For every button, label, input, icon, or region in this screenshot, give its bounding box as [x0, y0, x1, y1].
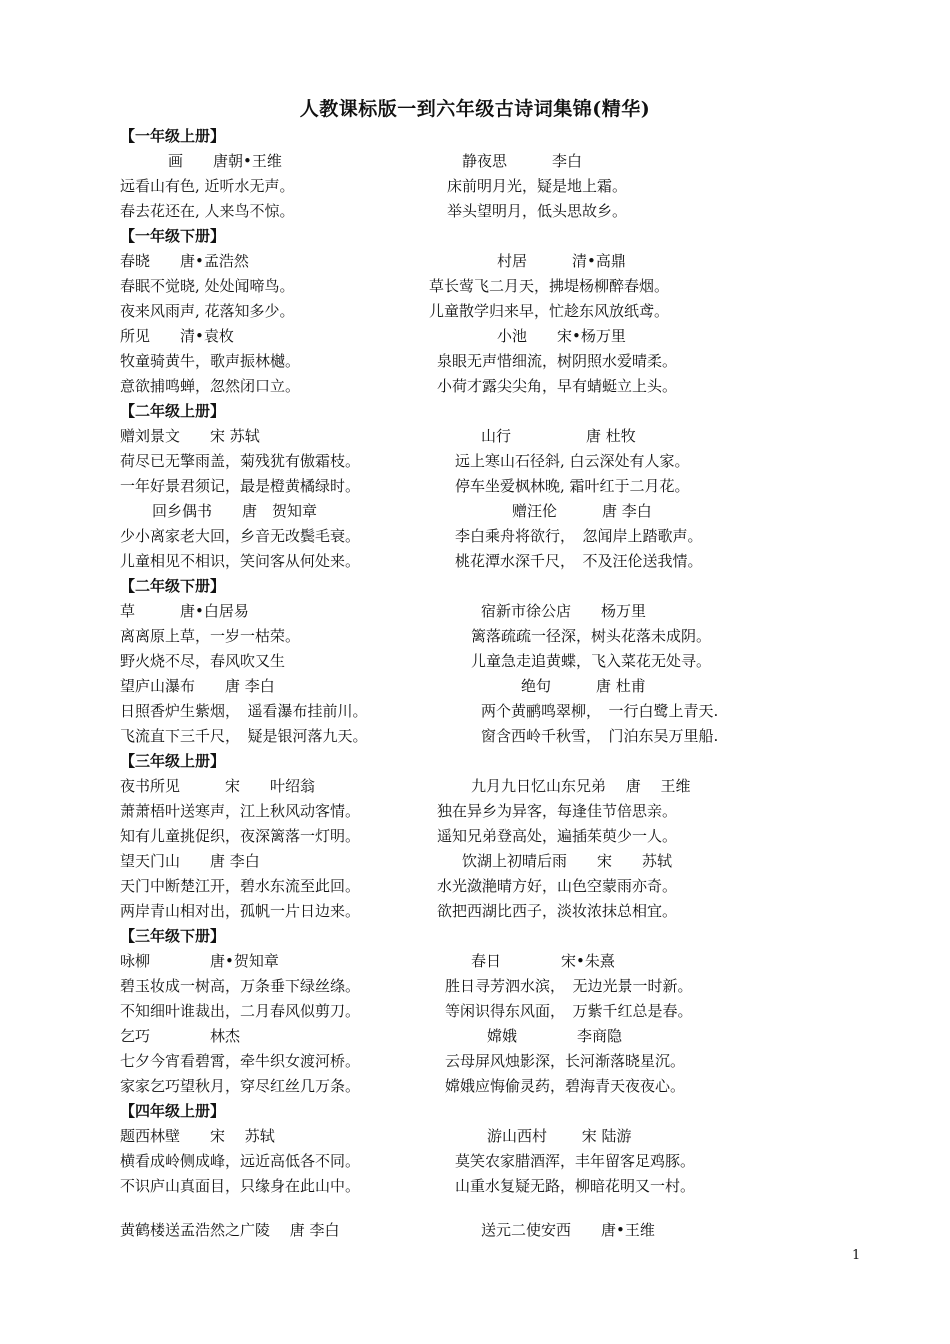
poem-line: 春去花还在, 人来鸟不惊。 — [120, 202, 295, 220]
poem-line: 李白乘舟将欲行， 忽闻岸上踏歌声。 — [455, 527, 703, 545]
poem-line: 欲把西湖比西子，淡妆浓抹总相宜。 — [437, 902, 678, 920]
poem-line: 飞流直下三千尺， 疑是银河落九天。 — [120, 727, 368, 745]
poem-line: 九月九日忆山东兄弟 唐 王维 — [471, 777, 691, 795]
poem-line: 泉眼无声惜细流，树阴照水爱晴柔。 — [437, 352, 678, 370]
poem-line: 饮湖上初晴后雨 宋 苏轼 — [462, 852, 673, 870]
poem-line: 宿新市徐公店 杨万里 — [481, 602, 647, 620]
poem-line: 桃花潭水深千尺， 不及汪伦送我情。 — [455, 552, 703, 570]
grade-heading: 【一年级上册】 — [120, 127, 226, 145]
poem-line: 画 唐朝•王维 — [168, 152, 282, 170]
poem-line: 嫦娥 李商隐 — [487, 1027, 623, 1045]
poem-line: 离离原上草，一岁一枯荣。 — [120, 627, 301, 645]
poem-line: 草 唐•白居易 — [120, 602, 249, 620]
poem-line: 望天门山 唐 李白 — [120, 852, 260, 870]
poem-line: 不识庐山真面目，只缘身在此山中。 — [120, 1177, 361, 1195]
grade-heading: 【一年级下册】 — [120, 227, 226, 245]
poem-line: 牧童骑黄牛，歌声振林樾。 — [120, 352, 301, 370]
poem-line: 乞巧 林杰 — [120, 1027, 241, 1045]
poem-line: 床前明月光，疑是地上霜。 — [447, 177, 628, 195]
poem-line: 绝句 唐 杜甫 — [521, 677, 646, 695]
poem-line: 春眠不觉晓, 处处闻啼鸟。 — [120, 277, 295, 295]
poem-line: 儿童散学归来早，忙趁东风放纸鸢。 — [429, 302, 670, 320]
grade-heading: 【三年级上册】 — [120, 752, 226, 770]
poem-line: 回乡偶书 唐 贺知章 — [152, 502, 318, 520]
poem-line: 一年好景君须记，最是橙黄橘绿时。 — [120, 477, 361, 495]
poem-line: 家家乞巧望秋月，穿尽红丝几万条。 — [120, 1077, 361, 1095]
poem-line: 萧萧梧叶送寒声，江上秋风动客情。 — [120, 802, 361, 820]
poem-line: 春晓 唐•孟浩然 — [120, 252, 249, 270]
poem-line: 等闲识得东风面， 万紫千红总是春。 — [445, 1002, 693, 1020]
poem-line: 胜日寻芳泗水滨， 无边光景一时新。 — [445, 977, 693, 995]
poem-line: 莫笑农家腊酒浑，丰年留客足鸡豚。 — [455, 1152, 696, 1170]
poem-line: 赠刘景文 宋 苏轼 — [120, 427, 260, 445]
poem-line: 窗含西岭千秋雪， 门泊东吴万里船. — [481, 727, 719, 745]
poem-line: 夜书所见 宋 叶绍翁 — [120, 777, 316, 795]
poem-line: 野火烧不尽，春风吹又生 — [120, 652, 286, 670]
poem-line: 意欲捕鸣蝉，忽然闭口立。 — [120, 377, 301, 395]
poem-line: 七夕今宵看碧霄，牵牛织女渡河桥。 — [120, 1052, 361, 1070]
grade-heading: 【二年级下册】 — [120, 577, 226, 595]
poem-line: 两个黄鹂鸣翠柳， 一行白鹭上青天. — [481, 702, 719, 720]
poem-line: 水光潋滟晴方好，山色空蒙雨亦奇。 — [437, 877, 678, 895]
poem-line: 横看成岭侧成峰，远近高低各不同。 — [120, 1152, 361, 1170]
poem-line: 嫦娥应悔偷灵药，碧海青天夜夜心。 — [445, 1077, 686, 1095]
poem-line: 望庐山瀑布 唐 李白 — [120, 677, 275, 695]
poem-line: 举头望明月，低头思故乡。 — [447, 202, 628, 220]
poem-line: 题西林壁 宋 苏轼 — [120, 1127, 275, 1145]
poem-line: 游山西村 宋 陆游 — [487, 1127, 632, 1145]
page-title: 人教课标版一到六年级古诗词集锦(精华) — [299, 98, 651, 120]
poem-line: 草长莺飞二月天，拂堤杨柳醉春烟。 — [429, 277, 670, 295]
poem-line: 静夜思 李白 — [462, 152, 583, 170]
poem-line: 篱落疏疏一径深，树头花落未成阴。 — [471, 627, 712, 645]
poem-line: 知有儿童挑促织，夜深篱落一灯明。 — [120, 827, 361, 845]
grade-heading: 【三年级下册】 — [120, 927, 226, 945]
poem-line: 山行 唐 杜牧 — [481, 427, 636, 445]
poem-line: 碧玉妆成一树高，万条垂下绿丝绦。 — [120, 977, 361, 995]
poem-line: 送元二使安西 唐•王维 — [481, 1221, 655, 1239]
poem-line: 小荷才露尖尖角，早有蜻蜓立上头。 — [437, 377, 678, 395]
poem-line: 远上寒山石径斜, 白云深处有人家。 — [455, 452, 690, 470]
poem-line: 黄鹤楼送孟浩然之广陵 唐 李白 — [120, 1221, 340, 1239]
grade-heading: 【二年级上册】 — [120, 402, 226, 420]
page-number: 1 — [852, 1248, 861, 1263]
poem-line: 咏柳 唐•贺知章 — [120, 952, 279, 970]
poem-line: 天门中断楚江开，碧水东流至此回。 — [120, 877, 361, 895]
poem-line: 日照香炉生紫烟， 遥看瀑布挂前川。 — [120, 702, 368, 720]
poem-line: 儿童急走追黄蝶，飞入菜花无处寻。 — [471, 652, 712, 670]
poem-line: 不知细叶谁裁出，二月春风似剪刀。 — [120, 1002, 361, 1020]
poem-line: 赠汪伦 唐 李白 — [512, 502, 652, 520]
poem-line: 春日 宋•朱熹 — [471, 952, 615, 970]
poem-line: 村居 清•高鼎 — [497, 252, 626, 270]
poem-line: 遥知兄弟登高处，遍插茱萸少一人。 — [437, 827, 678, 845]
poem-line: 少小离家老大回，乡音无改鬓毛衰。 — [120, 527, 361, 545]
poem-line: 夜来风雨声, 花落知多少。 — [120, 302, 295, 320]
poem-line: 所见 清•袁枚 — [120, 327, 234, 345]
poem-line: 停车坐爱枫林晚, 霜叶红于二月花。 — [455, 477, 690, 495]
poem-line: 山重水复疑无路，柳暗花明又一村。 — [455, 1177, 696, 1195]
grade-heading: 【四年级上册】 — [120, 1102, 226, 1120]
poem-line: 远看山有色, 近听水无声。 — [120, 177, 295, 195]
poem-line: 独在异乡为异客，每逢佳节倍思亲。 — [437, 802, 678, 820]
poem-line: 云母屏风烛影深，长河渐落晓星沉。 — [445, 1052, 686, 1070]
poem-line: 荷尽已无擎雨盖，菊残犹有傲霜枝。 — [120, 452, 361, 470]
poem-line: 儿童相见不相识，笑问客从何处来。 — [120, 552, 361, 570]
poem-line: 小池 宋•杨万里 — [497, 327, 626, 345]
poem-line: 两岸青山相对出，孤帆一片日边来。 — [120, 902, 361, 920]
